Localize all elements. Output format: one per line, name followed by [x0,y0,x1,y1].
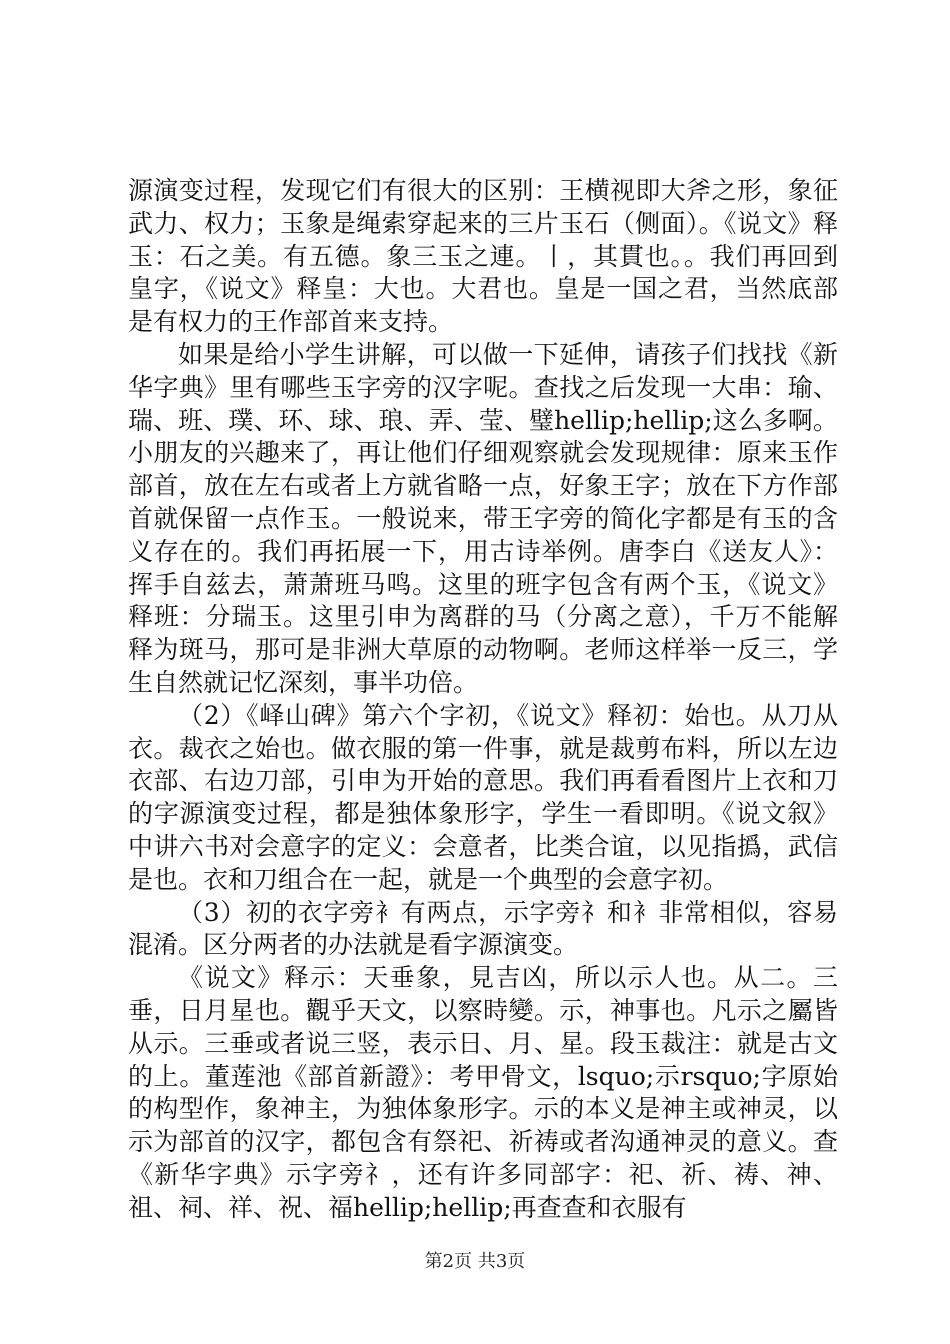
paragraph-1: 源演变过程，发现它们有很大的区别：王横视即大斧之形，象征武力、权力；玉象是绳索穿起来的三片玉石（侧面）。《说文》释玉：石之美。有五德。象三玉之連。丨，其貫也。。我们再回到皇字，《说文》释皇：大也。大君也。皇是一国之君，当然底部是有权力的王作部首来支持。 [128,176,838,337]
paragraph-2: 如果是给小学生讲解，可以做一下延伸，请孩子们找找《新华字典》里有哪些玉字旁的汉字呢。查找之后发现一大串：瑜、瑞、班、璞、环、球、琅、弄、莹、璧hellip;hellip;这么多啊。小朋友的兴趣来了，再让他们仔细观察就会发现规律：原来玉作部首，放在左右或者上方就省略一点，好象王字；放在下方作部首就保留一点作玉。一般说来，带王字旁的简化字都是有玉的含义存在的。我们再拓展一下，用古诗举例。唐李白《送友人》：挥手自兹去，萧萧班马鸣。这里的班字包含有两个玉，《说文》释班：分瑞玉。这里引申为离群的马（分离之意），千万不能解释为斑马，那可是非洲大草原的动物啊。老师这样举一反三，学生自然就记忆深刻，事半功倍。 [128,339,838,697]
paragraph-4: （3）初的衣字旁衤有两点，示字旁礻和衤非常相似，容易混淆。区分两者的办法就是看字源演变。 [128,897,838,960]
paragraph-5: 《说文》释示：天垂象，見吉凶，所以示人也。从二。三垂，日月星也。觀乎天文，以察時變。示，神事也。凡示之屬皆从示。三垂或者说三竖，表示日、月、星。段玉裁注：就是古文的上。董莲池《部首新證》：考甲骨文，lsquo;示rsquo;字原始的构型作，象神主，为独体象形字。示的本义是神主或神灵，以示为部首的汉字，都包含有祭祀、祈祷或者沟通神灵的意义。查《新华字典》示字旁礻，还有许多同部字：祀、祈、祷、神、祖、祠、祥、祝、福hellip;hellip;再查查和衣服有 [128,963,838,1222]
paragraph-3: （2）《峄山碑》第六个字初，《说文》释初：始也。从刀从衣。裁衣之始也。做衣服的第一件事，就是裁剪布料，所以左边衣部、右边刀部，引申为开始的意思。我们再看看图片上衣和刀的字源演变过程，都是独体象形字，学生一看即明。《说文叙》中讲六书对会意字的定义：会意者，比类合谊，以见指撝，武信是也。衣和刀组合在一起，就是一个典型的会意字初。 [128,700,838,894]
page-footer: 第2页 共3页 [424,1251,526,1272]
body-text [128,175,838,1225]
